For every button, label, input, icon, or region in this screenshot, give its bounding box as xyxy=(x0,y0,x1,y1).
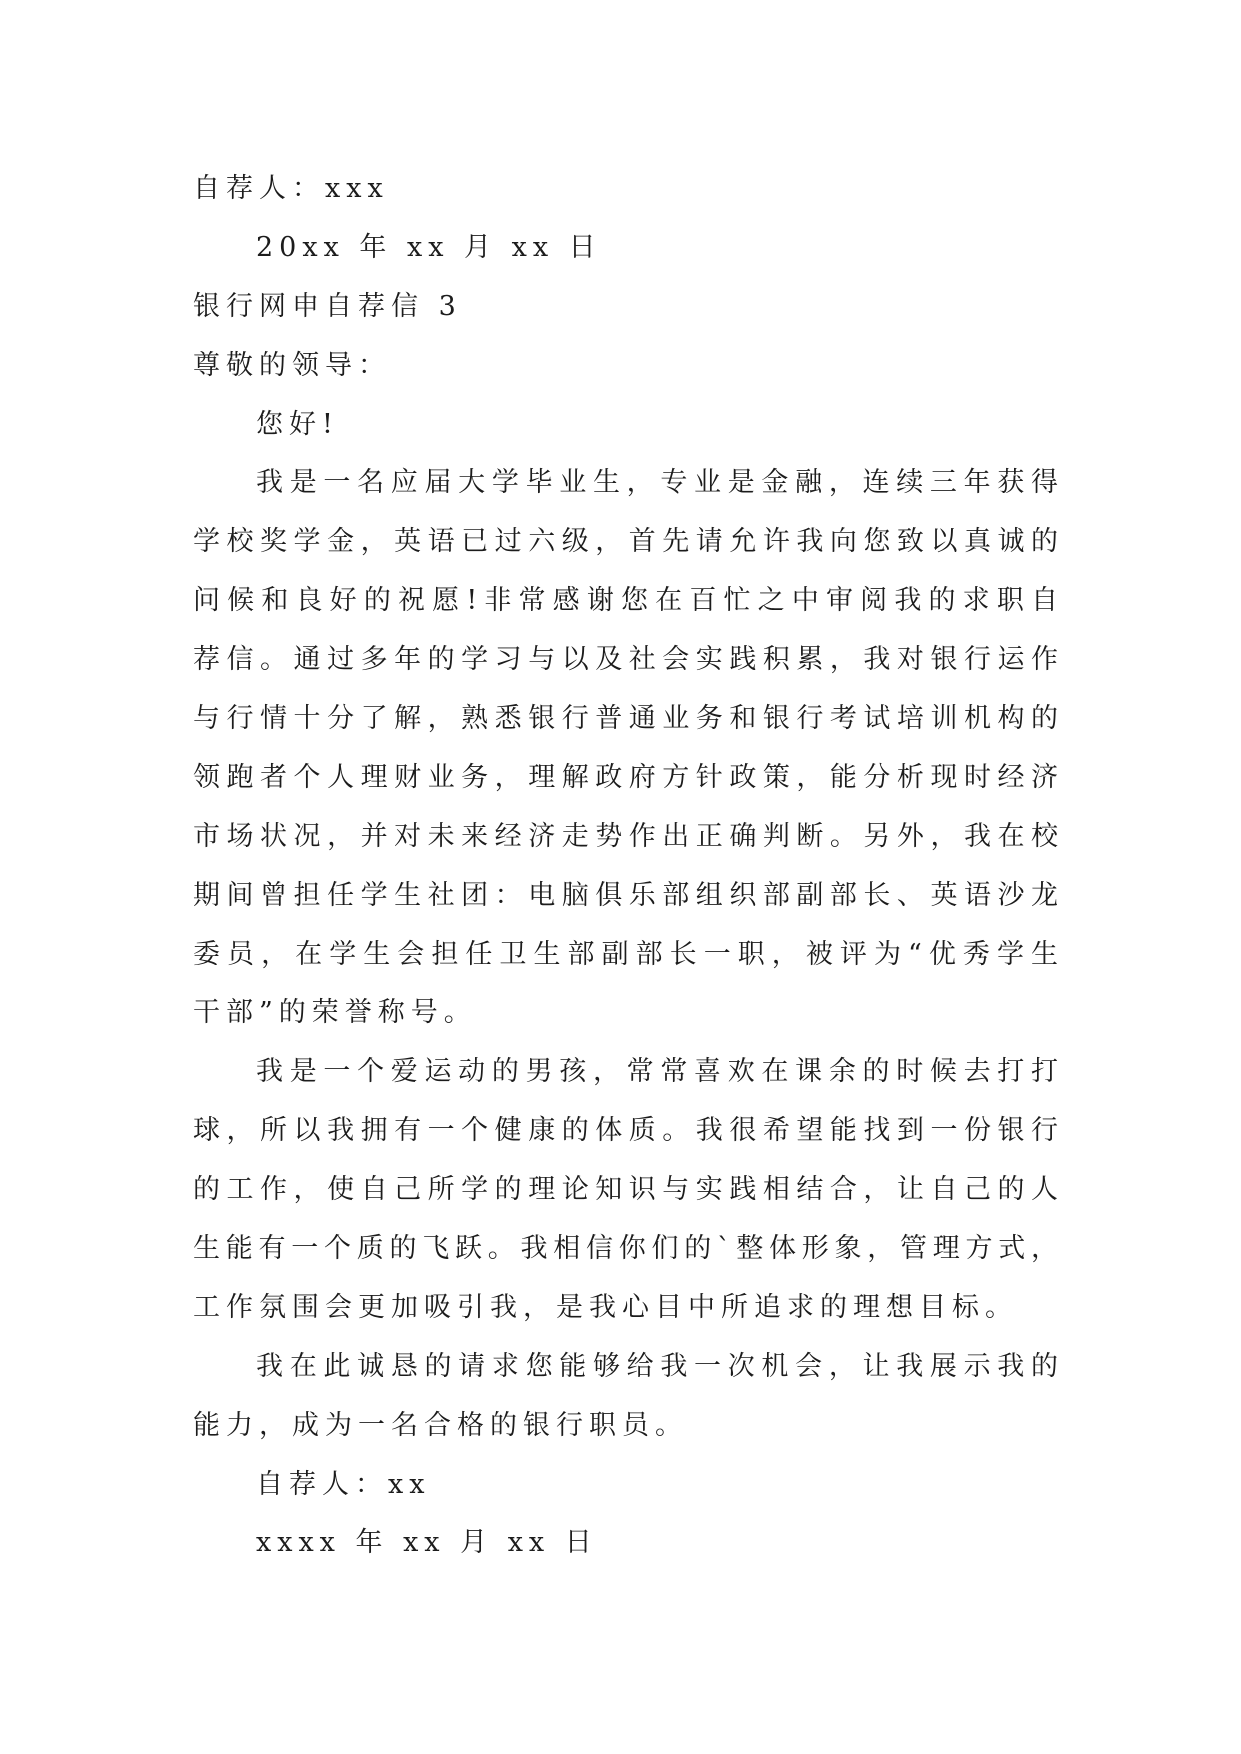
paragraph-line: 干部”的荣誉称号。 xyxy=(193,997,477,1029)
paragraph-line: 领跑者个人理财业务，理解政府方针政策，能分析现时经济 xyxy=(193,761,1058,793)
previous-letter-date: 20xx 年 xx 月 xx 日 xyxy=(256,231,602,263)
letter-title: 银行网申自荐信 3 xyxy=(193,290,462,322)
paragraph-request xyxy=(193,1338,1058,1456)
paragraph-line: 期间曾担任学生社团：电脑俱乐部组织部副部长、英语沙龙 xyxy=(193,879,1058,911)
closing-date: xxxx 年 xx 月 xx 日 xyxy=(256,1527,598,1559)
paragraph-line: 市场状况，并对未来经济走势作出正确判断。另外，我在校 xyxy=(193,820,1058,852)
paragraph-line: 球，所以我拥有一个健康的体质。我很希望能找到一份银行 xyxy=(193,1115,1058,1147)
paragraph-line: 我在此诚恳的请求您能够给我一次机会，让我展示我的 xyxy=(256,1350,1058,1382)
paragraph-line: 学校奖学金，英语已过六级，首先请允许我向您致以真诚的 xyxy=(193,526,1058,558)
greeting: 您好! xyxy=(256,408,339,440)
paragraph-line: 问候和良好的祝愿!非常感谢您在百忙之中审阅我的求职自 xyxy=(193,585,1058,617)
closing-signer: 自荐人：xx xyxy=(256,1468,431,1500)
paragraph-line: 生能有一个质的飞跃。我相信你们的`整体形象，管理方式， xyxy=(193,1233,1058,1265)
paragraph-line: 我是一个爱运动的男孩，常常喜欢在课余的时候去打打 xyxy=(256,1056,1058,1088)
paragraph-line: 荐信。通过多年的学习与以及社会实践积累，我对银行运作 xyxy=(193,644,1058,676)
paragraph-line: 与行情十分了解，熟悉银行普通业务和银行考试培训机构的 xyxy=(193,703,1058,735)
paragraph-line: 工作氛围会更加吸引我，是我心目中所追求的理想目标。 xyxy=(193,1291,1018,1323)
paragraph-line: 委员，在学生会担任卫生部副部长一职，被评为“优秀学生 xyxy=(193,938,1058,970)
paragraph-line: 能力，成为一名合格的银行职员。 xyxy=(193,1409,688,1441)
paragraph-line: 的工作，使自己所学的理论知识与实践相结合，让自己的人 xyxy=(193,1174,1058,1206)
previous-letter-signer: 自荐人：xxx xyxy=(193,173,389,204)
paragraph-introduction xyxy=(193,454,1058,1043)
salutation: 尊敬的领导： xyxy=(193,349,391,381)
letter-body xyxy=(193,160,1058,1573)
paragraph-personal xyxy=(193,1043,1058,1337)
paragraph-line: 我是一名应届大学毕业生，专业是金融，连续三年获得 xyxy=(256,467,1058,499)
